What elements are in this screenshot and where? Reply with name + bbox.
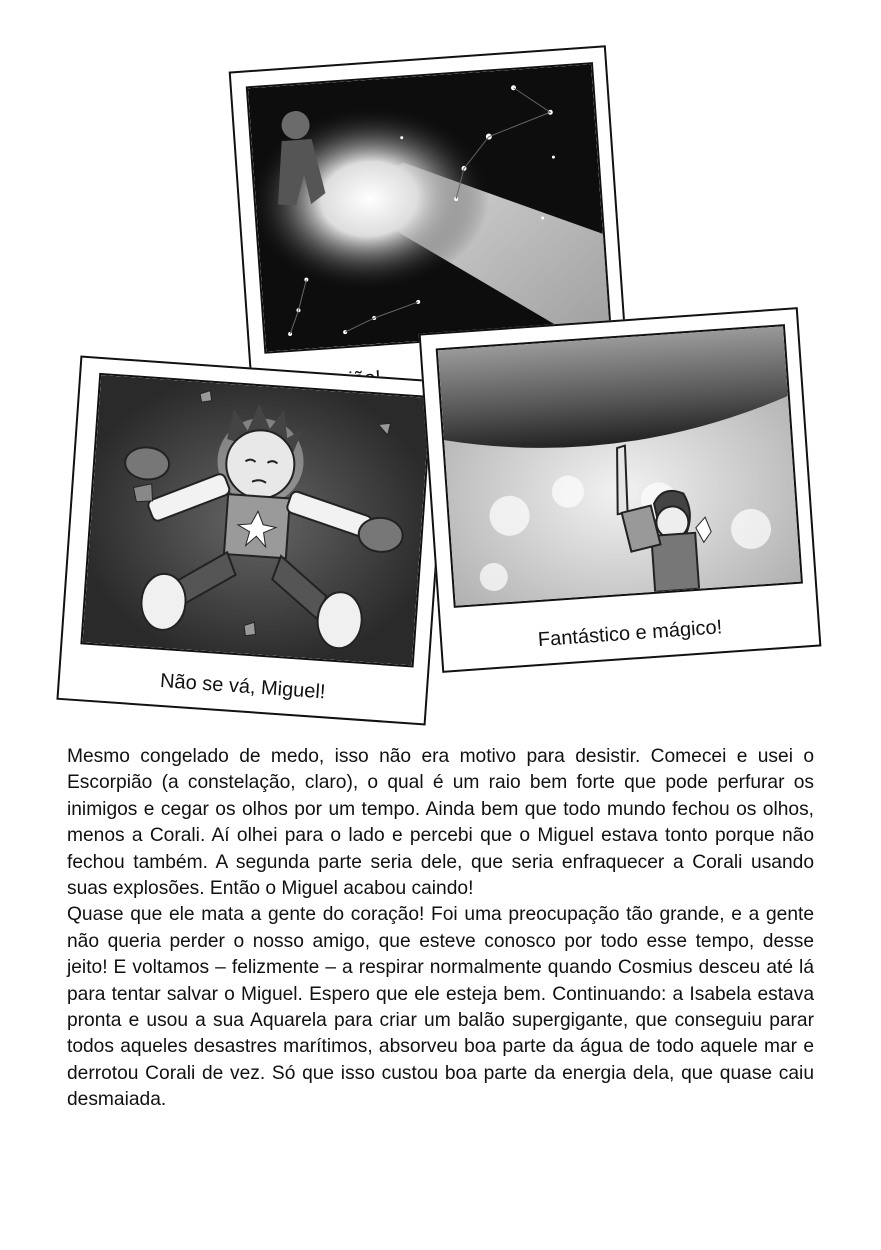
caption-miguel: Não se vá, Miguel!	[159, 669, 327, 704]
story-paragraph: Quase que ele mata a gente do coração! Foi uma preocupação tão grande, e a gente não queria perder o nosso amigo, que esteve conosco por todo esse tempo, desse jeito! E voltamos – felizmente – a respirar normalmente quando Cosmius desceu até lá para tentar salvar o Miguel. Espero que ele esteja bem. Continuando: a Isabela estava pronta e usou a sua Aquarela para criar um balão supergigante, que conseguiu parar todos aqueles desastres marítimos, absorveu boa parte da água de todo aquele mar e derrotou Corali de vez. Só que isso custou boa parte da energia dela, que quase caiu desmaiada.	[67, 904, 814, 1111]
polaroid-fantastico	[419, 307, 822, 673]
photo-miguel	[80, 373, 432, 668]
story-paragraph: Mesmo congelado de medo, isso não era motivo para desistir. Comecei e usei o Escorpião (a constelação, claro), o qual é um raio bem forte que pode perfurar os inimigos e cegar os olhos por um tempo. Ainda bem que todo mundo fechou os olhos, menos a Corali. Aí olhei para o lado e percebi que o Miguel estava tonto porque não fechou também. A segunda parte seria dele, que seria enfraquecer a Corali usando suas explosões. Então o Miguel acabou caindo!	[67, 746, 814, 900]
story-text	[67, 744, 814, 1114]
photo-escorpiao	[246, 62, 612, 354]
photo-fantastico	[436, 324, 803, 608]
caption-fantastico: Fantástico e mágico!	[537, 616, 723, 652]
polaroid-miguel	[56, 356, 449, 726]
